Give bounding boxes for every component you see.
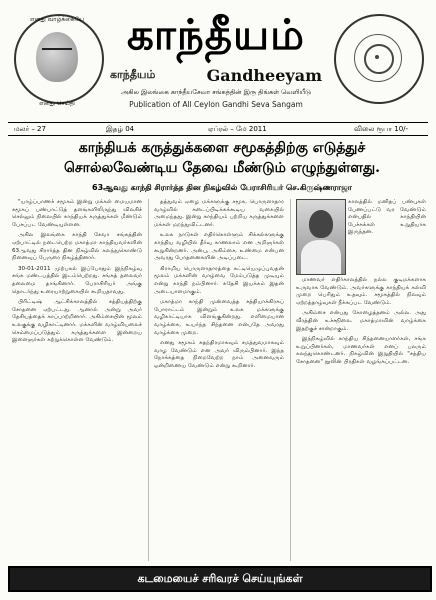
- sangam-seal-icon: [334, 14, 424, 104]
- article-column-2: [154, 199, 284, 561]
- charkha-wheel-icon: [364, 44, 394, 74]
- masthead: [8, 8, 428, 120]
- article-column-1: [12, 199, 142, 561]
- paragraph: உலக நாடுகள் எதிர்கொள்ளும் சிக்கல்களுக்கு காந்திய வழியில் தீர்வு காணலாம் என அறிஞர்கள் கூறுகின்றனர். அன்பு, அகிம்சை, உண்மை என்பன அவரது போதனைகளின் அடிப்படை.: [154, 232, 284, 262]
- issue-date: ஏப்ரல் – மே 2011: [208, 125, 267, 133]
- headline: [30, 138, 414, 178]
- organization-tamil: அகில இலங்கை காந்தீயசேவா சங்கத்தின் இரு திங்கள் வெளியீடு: [121, 88, 311, 96]
- headline-line-2: சொல்லவேண்டிய தேவை மீண்டும் எழுந்துள்ளது.: [64, 160, 380, 176]
- issue-volume: மலர் – 27: [14, 125, 46, 133]
- wheel-hub: [375, 55, 379, 59]
- column-divider: [290, 199, 291, 561]
- organization-english: Publication of All Ceylon Gandhi Seva Sangam: [129, 100, 303, 109]
- person-head-icon: [309, 210, 333, 238]
- article-column-3: [296, 277, 426, 561]
- masthead-title-english: Gandheeyam: [206, 66, 322, 85]
- paragraph: தத்துவம் ஏழை மக்களுக்கு சமூக, பொருளாதார வாழ்வில் கடைப்பிடிக்கக்கூடிய வகையில் அமைந்தது. இன்று காந்தியம் பற்றிய கருத்துக்களை மக்கள் மறந்துவிட்டனர்.: [154, 199, 284, 228]
- column-divider: [148, 199, 149, 561]
- byline: 63ஆவது காந்தி சிரார்த்த தின நிகழ்வில் பேராசிரியர் செ.கிருஷ்ணராஜா: [92, 183, 352, 192]
- issue-number: இதழ் 04: [106, 125, 135, 133]
- portrait-caption-bottom: எனது செய்தி: [39, 100, 75, 107]
- glasses-icon: [42, 48, 72, 58]
- paragraph: "யாழ்ப்பாணச் சமூகம் இன்று மக்கள் மையமான சமூகப் பண்பாட்டுத் தளங்களிலிருந்து விலகிச் செல்லும் நிலையில் காந்தியக் கருத்துக்கள் மீண்டும் பேசப்பட வேண்டியுள்ளன.: [12, 199, 142, 228]
- paragraph: இந்நிகழ்வில் காந்திய சிந்தனையாளர்கள், சங்க உறுப்பினர்கள், மாணவர்கள் எனப் பலரும் கலந்துகொண்டனர். நிகழ்வின் இறுதியில் "சத்திய சோதனை" நூலின் பிரதிகள் வழங்கப்பட்டன.: [296, 336, 426, 365]
- issue-bar: [8, 122, 428, 136]
- person-shoulders-icon: [301, 240, 341, 274]
- column-3-beside-photo: காலத்தில் மனிதப் பண்புகள் பேணப்பட்டு வர வேண்டும் என்பதில் காந்தியின் பேச்சுக்கள் உறுதியாக இருந்தன.: [348, 199, 426, 236]
- paragraph: மாணவர் எதிர்காலத்தில் நல்ல குடிமக்களாக உருவாக வேண்டும். அவர்களுக்கு காந்தியக் கல்வி முறை பெரிதும் உதவும். சமூகத்தில் நிலவும் ஏற்றத்தாழ்வுகள் நீக்கப்பட வேண்டும்.: [296, 277, 426, 306]
- gandhi-portrait: [14, 14, 100, 110]
- title-block: [106, 8, 326, 118]
- speaker-photo: [296, 199, 346, 275]
- paragraph: அகில இலங்கை காந்தி சேவா சங்கத்தின் ஏற்பாட்டில் நடைபெற்ற மகாத்மா காந்தியவர்களின் 63ஆவது சிரார்த்த தின நிகழ்வில் கலந்துகொண்டு நினைவுப் பேருரை நிகழ்த்தினார்.: [12, 232, 142, 262]
- masthead-title-tamil: காந்தீயம்: [127, 10, 305, 59]
- paragraph: 30-01-2011 முற்பகல் இப்போதும் இந்நிகழ்வு சங்க மண்டபத்தில் இடம்பெற்றது. சங்கத் தலைவர் தலைமை தாங்கினார். பேராசிரியர் அங்கு தொடர்ந்து உரையாற்றுகையில் கூறியதாவது.: [12, 265, 142, 295]
- masthead-subtitle-tamil: காந்தீயம்: [110, 68, 156, 81]
- issue-price: விலை ரூபா 10/-: [354, 125, 409, 133]
- paragraph: கிராமிய பொருளாதாரத்தை கட்டியெழுப்புவதன் மூலம் மக்களின் வாழ்வை மேம்படுத்த முடியும் என்று காந்தி நம்பினார். சுதேசி இயக்கம் இதன் அடையாளமாகும்.: [154, 265, 284, 295]
- paragraph: அகிம்சை என்பது கோழைத்தனம் அல்ல. அது வீரத்தின் உச்சநிலை. மகாத்மாவின் வாழ்க்கை இதற்குச் சான்றாகும்.: [296, 310, 426, 332]
- paragraph: மகாத்மா காந்தி முன்வைத்த சத்தியாக்கிரகப் போராட்டம் இன்றும் உலக மக்களுக்கு வழிகாட்டியாக விளங்குகின்றது. எளிமையான வாழ்க்கை, உயர்ந்த சிந்தனை என்பதே அவரது வாழ்க்கை முறை.: [154, 299, 284, 336]
- footer-banner: கடமையைச் சரிவரச் செய்யுங்கள்: [8, 566, 432, 592]
- paragraph: எனது சமூகம் சுதந்திரமாகவும் சமத்துவமாகவும் வாழ வேண்டும் என அவர் விரும்பினார். இந்த நோக்கத்தை நிறைவேற்ற நாம் அனைவரும் ஒன்றிணைய வேண்டும் என்று கூறினார்.: [154, 340, 284, 369]
- portrait-caption-top: எனது வாழ்க்கையே: [29, 16, 85, 23]
- headline-line-1: காந்தியக் கருத்துக்களை சமூகத்திற்கு எடுத்துச்: [78, 140, 366, 156]
- paragraph: பிரிட்டிஷ் ஆட்சிக்காலத்தில் சத்தியத்திற்கு சோதனை ஏற்பட்டது. ஆனால் அன்று அவர் தேசியத்தைக் காப்பாற்றினார். அகிம்சையின் மூலம் உலகுக்கு வழிகாட்டினார். மக்களின் வாழ்வியலைச் செம்மைப்படுத்தும் கருத்துக்களை இன்றைய இளைஞர்கள் கற்றுக்கொள்ள வேண்டும்.: [12, 299, 142, 344]
